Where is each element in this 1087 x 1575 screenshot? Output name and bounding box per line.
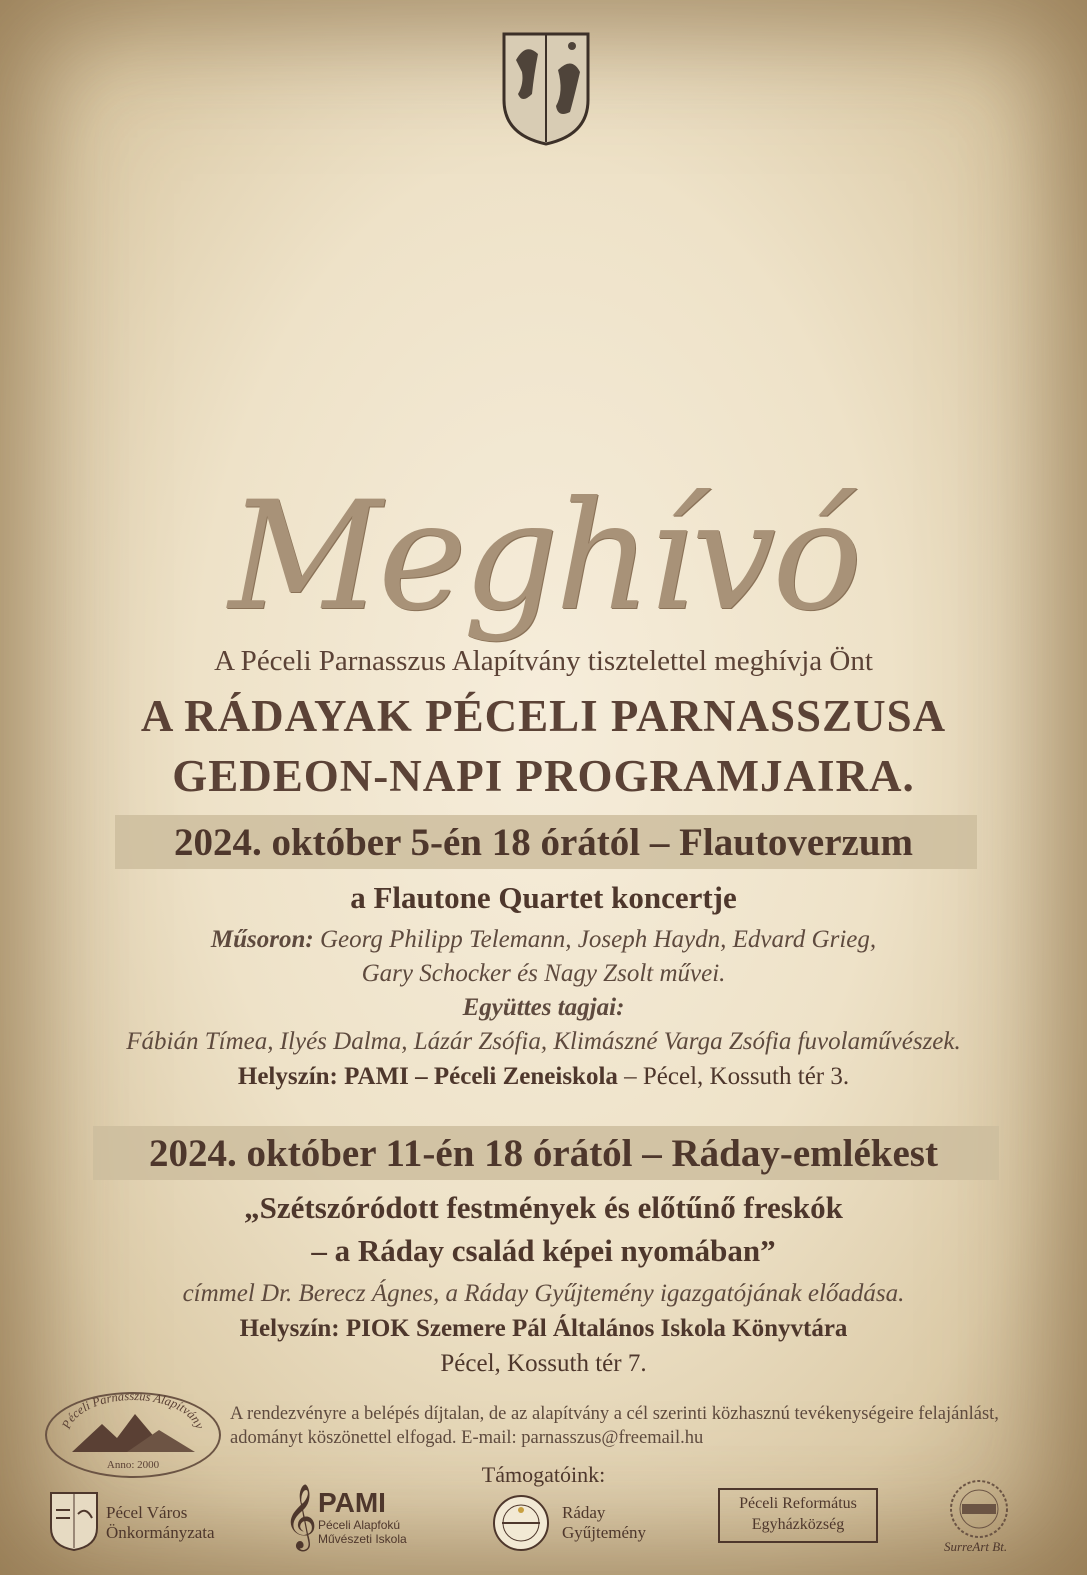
- town-coat-of-arms: [500, 30, 592, 148]
- supporter-raday: [562, 1503, 646, 1543]
- supporter-raday-line-2: Gyűjtemény: [562, 1523, 647, 1542]
- supporter-pami-title: PAMI: [318, 1487, 386, 1518]
- event2-venue: [0, 1315, 1087, 1343]
- program-composers: Georg Philipp Telemann, Joseph Haydn, Edvard Grieg,: [313, 926, 877, 953]
- supporter-reformatus-line-1: Péceli Református: [739, 1495, 857, 1512]
- event1-date: 2024. október 5-én 18 órától – Flautoverzum: [173, 821, 914, 864]
- supporter-pecel-line-2: Önkormányzata: [106, 1523, 215, 1542]
- event1-members: Fábián Tímea, Ilyés Dalma, Lázár Zsófia, Klimászné Varga Zsófia fuvolaművészek.: [126, 1028, 961, 1055]
- invitation-title: Meghívó: [228, 470, 859, 644]
- event2-description: címmel Dr. Berecz Ágnes, a Ráday Gyűjtemény igazgatójának előadása.: [182, 1280, 905, 1307]
- supporters-label: Támogatóink:: [481, 1462, 606, 1487]
- event1-venue-label: Helyszín: PAMI – Péceli Zeneiskola: [237, 1063, 618, 1090]
- raday-seal-icon: [492, 1494, 550, 1552]
- event1-program-line-2: Gary Schocker és Nagy Zsolt művei.: [361, 960, 726, 987]
- headline-line-2: GEDEON-NAPI PROGRAMJAIRA.: [172, 751, 915, 801]
- event2-date: 2024. október 11-én 18 órától – Ráday-emlékest: [149, 1132, 938, 1175]
- event2-venue-address: Pécel, Kossuth tér 7.: [440, 1350, 647, 1377]
- donation-note: A rendezvényre a belépés díjtalan, de az alapítvány a cél szerinti közhasznú tevékenységeire felajánlást, adományt köszönettel elfogad. E-mail: parnasszus@freemail.hu: [230, 1404, 999, 1448]
- foundation-logo-year: Anno: 2000: [106, 1459, 160, 1471]
- event1-subtitle: a Flautone Quartet koncertje: [350, 880, 737, 915]
- supporter-surreart: SurreArt Bt.: [944, 1539, 1008, 1554]
- surreart-stamp-icon: [948, 1478, 1010, 1540]
- program-label: Műsoron:: [210, 926, 314, 953]
- supporter-raday-line-1: Ráday: [562, 1503, 606, 1522]
- event2-subtitle-line-1: „Szétszóródott festmények és előtűnő freskók: [244, 1190, 843, 1225]
- foundation-logo-name: Péceli Parnasszus Alapítvány: [59, 1394, 207, 1431]
- pecel-crest-icon: [48, 1490, 100, 1552]
- event1-members-label: Együttes tagjai:: [462, 994, 625, 1021]
- event2-subtitle-line-2: – a Ráday család képei nyomában”: [311, 1233, 776, 1268]
- event1-venue-address: – Pécel, Kossuth tér 3.: [617, 1063, 850, 1090]
- event1-program-line-1: [0, 926, 1087, 954]
- supporter-pami-line-2: Művészeti Iskola: [318, 1532, 407, 1546]
- event2-venue-label: Helyszín: PIOK Szemere Pál Általános Iskola Könyvtára: [239, 1315, 848, 1342]
- supporter-pecel: [106, 1503, 215, 1543]
- intro-line: A Péceli Parnasszus Alapítvány tisztelettel meghívja Önt: [214, 645, 873, 677]
- event1-venue: [0, 1063, 1087, 1091]
- supporter-pami-line-1: Péceli Alapfokú: [318, 1518, 401, 1532]
- supporter-reformatus-line-2: Egyházközség: [751, 1516, 845, 1533]
- supporter-pami: [318, 1488, 407, 1546]
- supporter-reformatus: [718, 1488, 878, 1543]
- supporter-pecel-line-1: Pécel Város: [106, 1503, 188, 1522]
- headline-line-1: A RÁDAYAK PÉCELI PARNASSZUSA: [140, 691, 947, 741]
- treble-clef-icon: 𝄞: [284, 1484, 318, 1549]
